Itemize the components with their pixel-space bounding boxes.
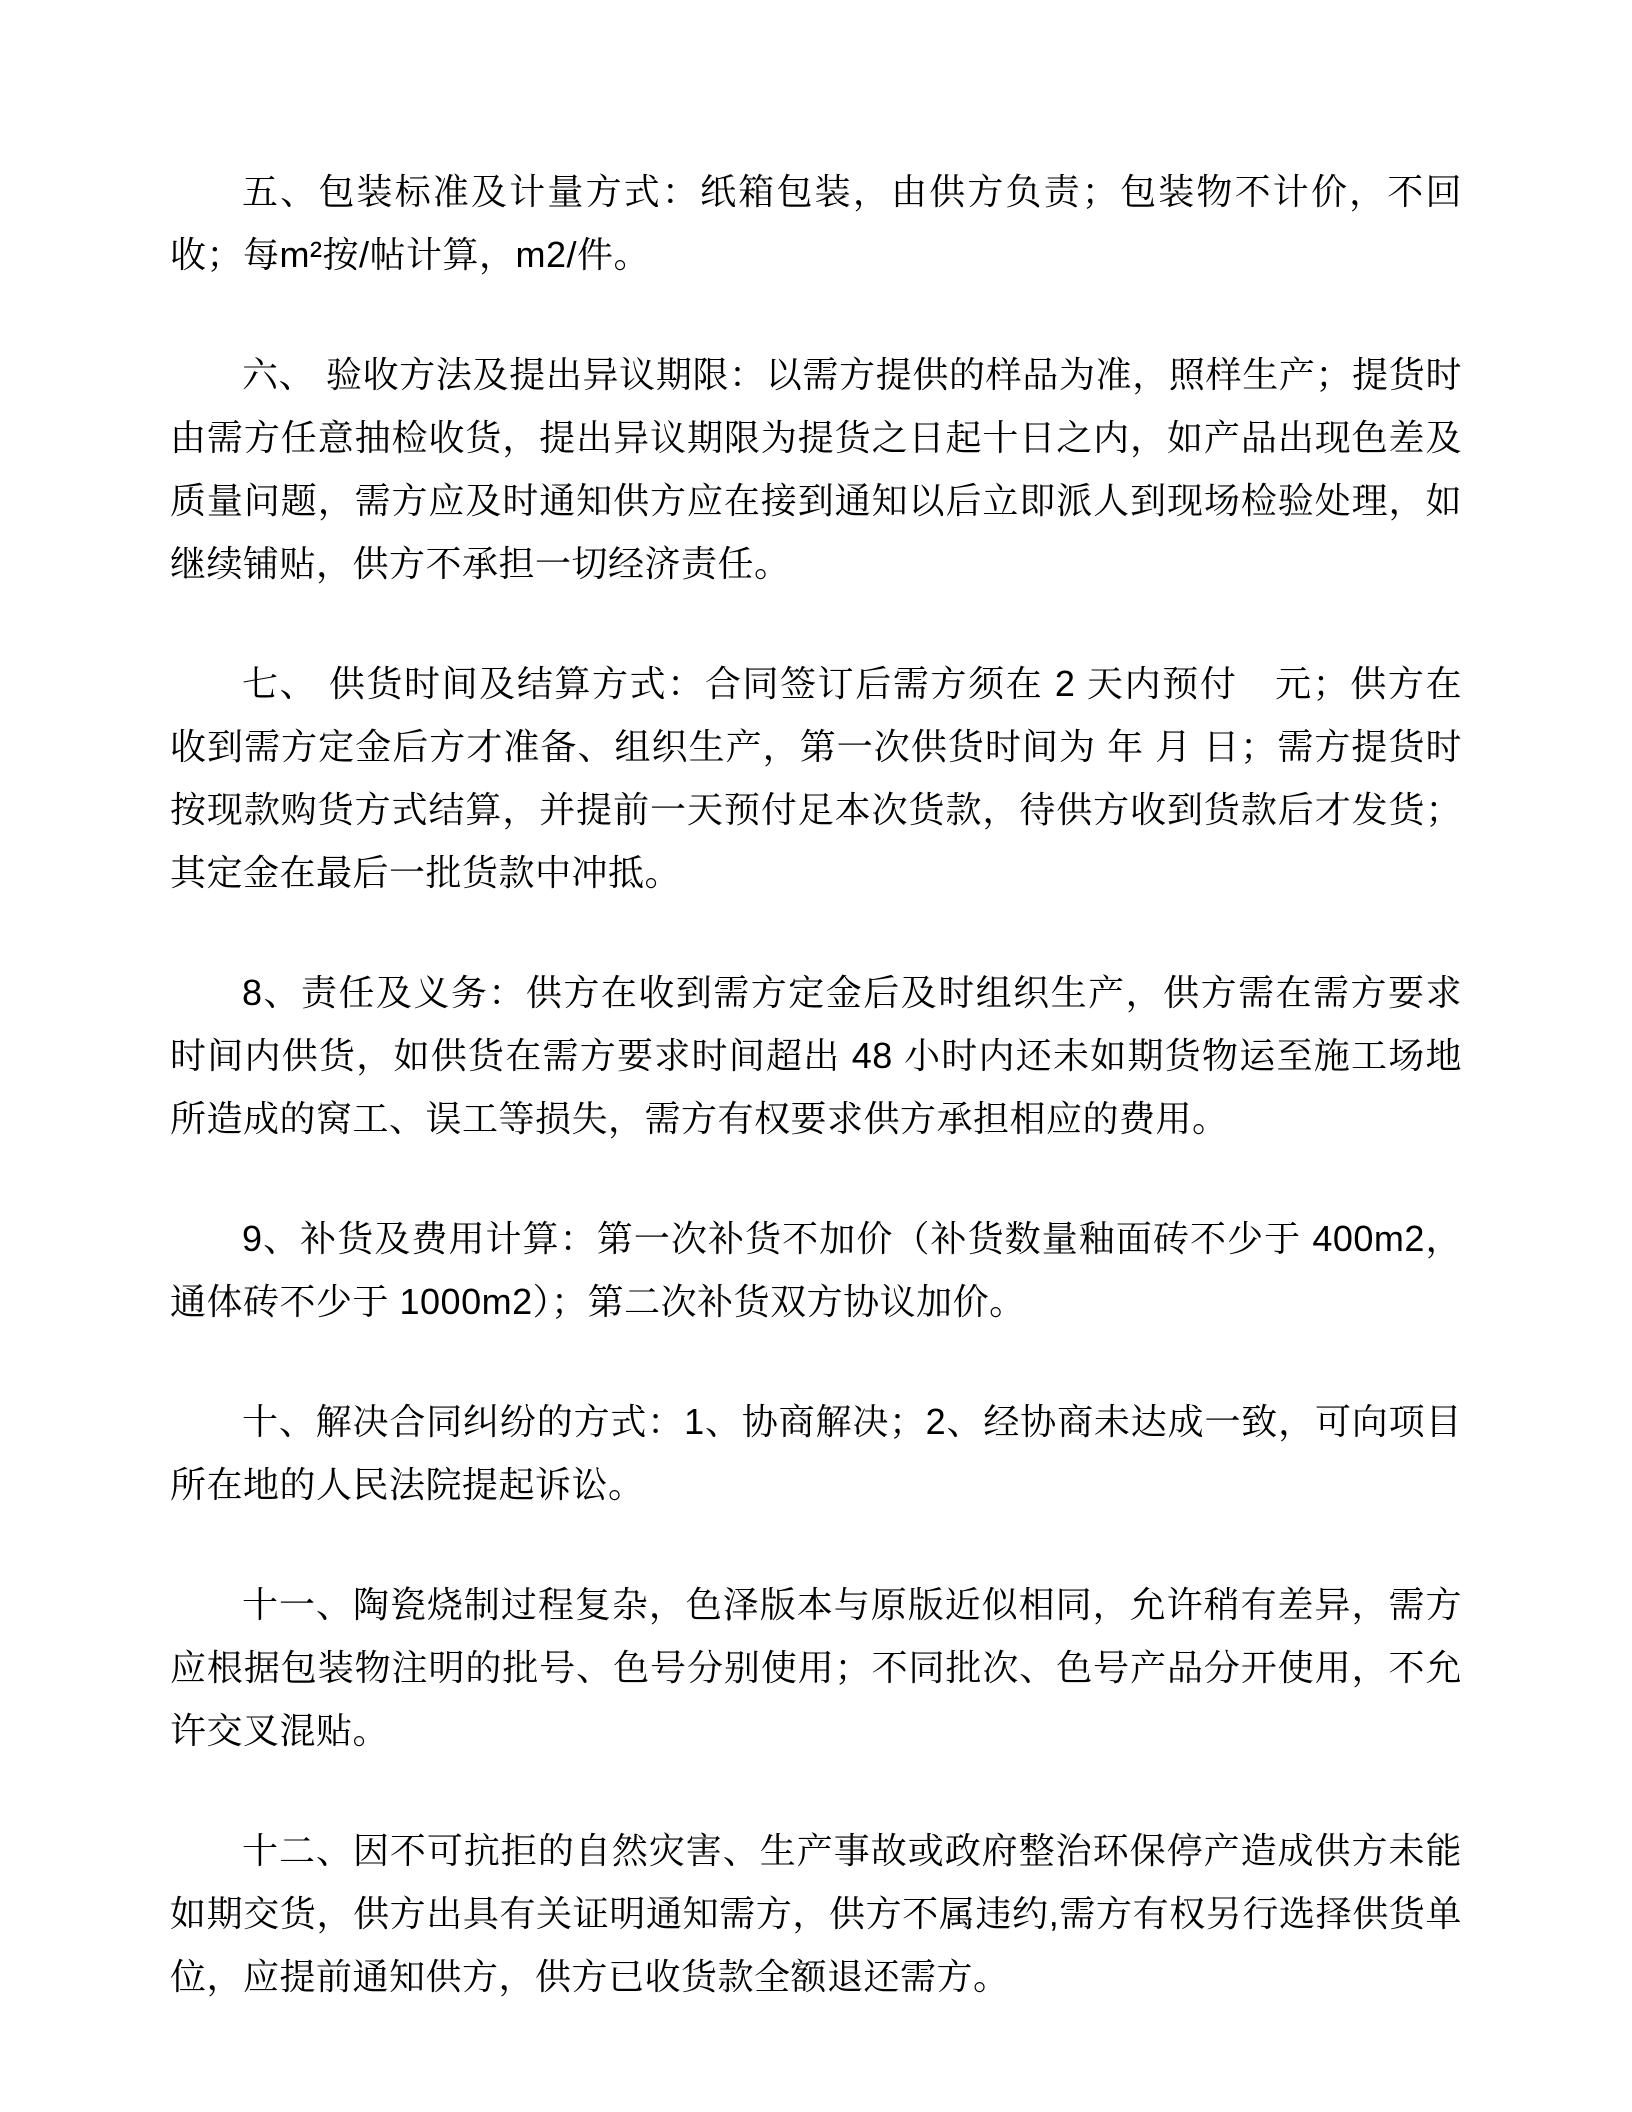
clause-11-ceramic-color-variation: 十一、陶瓷烧制过程复杂，色泽版本与原版近似相同，允许稍有差异，需方应根据包装物注明的批号、色号分别使用；不同批次、色号产品分开使用，不允许交叉混贴。	[170, 1584, 1462, 1751]
clause-12-force-majeure: 十二、因不可抗拒的自然灾害、生产事故或政府整治环保停产造成供方未能如期交货，供方出具有关证明通知需方，供方不属违约,需方有权另行选择供货单位，应提前通知供方，供方已收货款全额退还需方。	[170, 1830, 1462, 1997]
clause-7-supply-time-and-settlement: 七、 供货时间及结算方式：合同签订后需方须在 2 天内预付 元；供方在收到需方定金后方才准备、组织生产，第一次供货时间为 年 月 日；需方提货时按现款购货方式结算，并提前一天预付足本次货款，待供方收到货款后才发货；其定金在最后一批货款中冲抵。	[170, 663, 1462, 893]
clause-5-packaging-and-measurement: 五、包装标准及计量方式：纸箱包装，由供方负责；包装物不计价，不回收；每m²按/帖计算，m2/件。	[170, 171, 1462, 275]
clause-10-dispute-resolution: 十、解决合同纠纷的方式：1、协商解决；2、经协商未达成一致，可向项目所在地的人民法院提起诉讼。	[170, 1401, 1462, 1505]
clause-9-replenishment-and-cost: 9、补货及费用计算：第一次补货不加价（补货数量釉面砖不少于 400m2，通体砖不少于 1000m2）；第二次补货双方协议加价。	[170, 1218, 1462, 1322]
clause-8-responsibilities-and-obligations: 8、责任及义务：供方在收到需方定金后及时组织生产，供方需在需方要求时间内供货，如供货在需方要求时间超出 48 小时内还未如期货物运至施工场地所造成的窝工、误工等损失，需方有权要求供方承担相应的费用。	[170, 972, 1462, 1139]
clause-6-acceptance-and-objection-period: 六、 验收方法及提出异议期限：以需方提供的样品为准，照样生产；提货时由需方任意抽检收货，提出异议期限为提货之日起十日之内，如产品出现色差及质量问题，需方应及时通知供方应在接到通知以后立即派人到现场检验处理，如继续铺贴，供方不承担一切经济责任。	[170, 354, 1462, 584]
